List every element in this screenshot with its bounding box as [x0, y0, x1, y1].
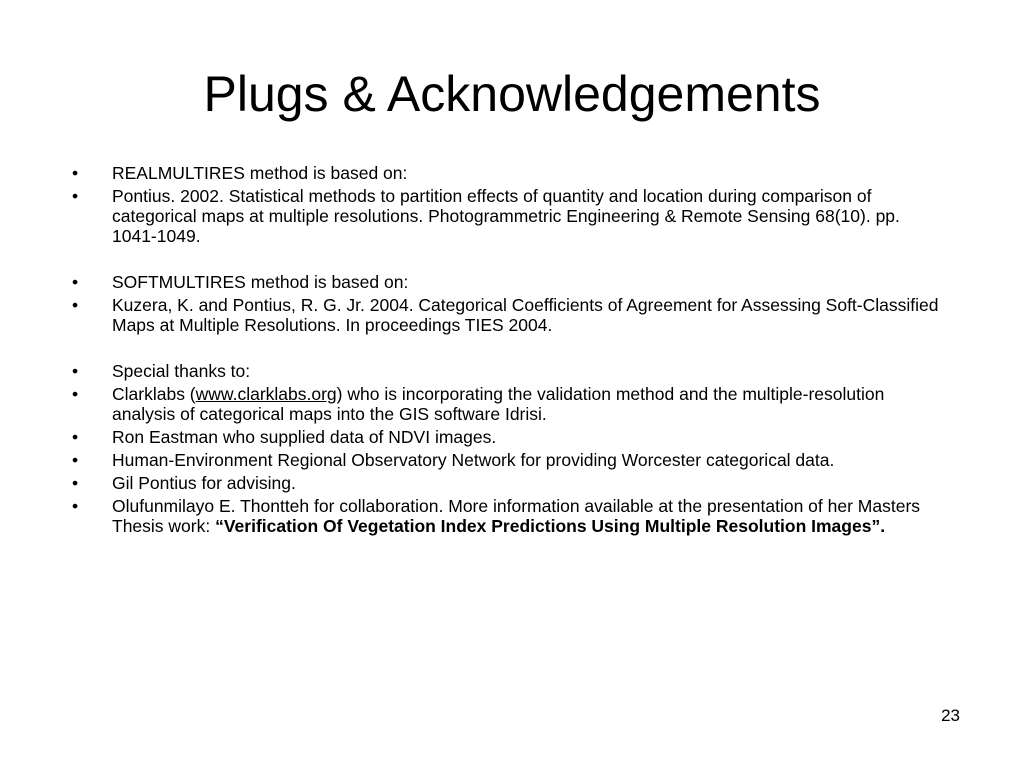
bullet-item-clarklabs — [72, 384, 942, 424]
bullet-icon: • — [72, 186, 79, 206]
bullet-icon: • — [72, 384, 79, 404]
bullet-text: Special thanks to: — [112, 361, 251, 381]
bullet-item-hero-network — [72, 450, 942, 470]
bullet-item-pontius-2002 — [72, 186, 942, 246]
bullet-icon: • — [72, 450, 79, 470]
bullet-item-softmultires — [72, 272, 942, 292]
clarklabs-link[interactable]: www.clarklabs.org — [195, 384, 337, 404]
bullet-text: Ron Eastman who supplied data of NDVI images. — [112, 427, 497, 447]
bullet-text-suffix: ) who is incorporating the validation method and the multiple-resolution analysis of categorical maps into the GIS software Idrisi. — [112, 384, 885, 424]
bullet-text: Pontius. 2002. Statistical methods to partition effects of quantity and location during comparison of categorical maps at multiple resolutions. Photogrammetric Engineering & Remote Sensing 68(10). pp. 1041-1049. — [112, 186, 900, 246]
bullet-item-thontteh — [72, 496, 942, 536]
bullet-icon: • — [72, 295, 79, 315]
bullet-icon: • — [72, 496, 79, 516]
bullet-item-gil-pontius — [72, 473, 942, 493]
bullet-item-realmultires — [72, 163, 942, 183]
bullet-item-kuzera-2004 — [72, 295, 942, 335]
bullet-text-prefix: Olufunmilayo E. Thontteh for collaboration. More information available at the presentation of her Masters Thesis work: — [112, 496, 921, 536]
bullet-icon: • — [72, 163, 79, 183]
slide-title: Plugs & Acknowledgements — [203, 66, 821, 122]
bullet-text: Human-Environment Regional Observatory Network for providing Worcester categorical data. — [112, 450, 835, 470]
bullet-icon: • — [72, 361, 79, 381]
bullet-text: REALMULTIRES method is based on: — [112, 163, 408, 183]
bullet-icon: • — [72, 427, 79, 447]
bullet-icon: • — [72, 473, 79, 493]
bullet-text: Gil Pontius for advising. — [112, 473, 296, 493]
bullet-item-special-thanks — [72, 361, 942, 381]
bullet-list — [72, 163, 942, 539]
bullet-text: SOFTMULTIRES method is based on: — [112, 272, 409, 292]
bullet-text-prefix: Clarklabs ( — [112, 384, 196, 404]
bullet-item-ron-eastman — [72, 427, 942, 447]
thesis-title: “Verification Of Vegetation Index Predictions Using Multiple Resolution Images”. — [215, 516, 886, 536]
bullet-text: Kuzera, K. and Pontius, R. G. Jr. 2004. Categorical Coefficients of Agreement for Assessing Soft-Classified Maps at Multiple Resolutions. In proceedings TIES 2004. — [112, 295, 939, 335]
page-number: 23 — [941, 706, 960, 725]
bullet-icon: • — [72, 272, 79, 292]
